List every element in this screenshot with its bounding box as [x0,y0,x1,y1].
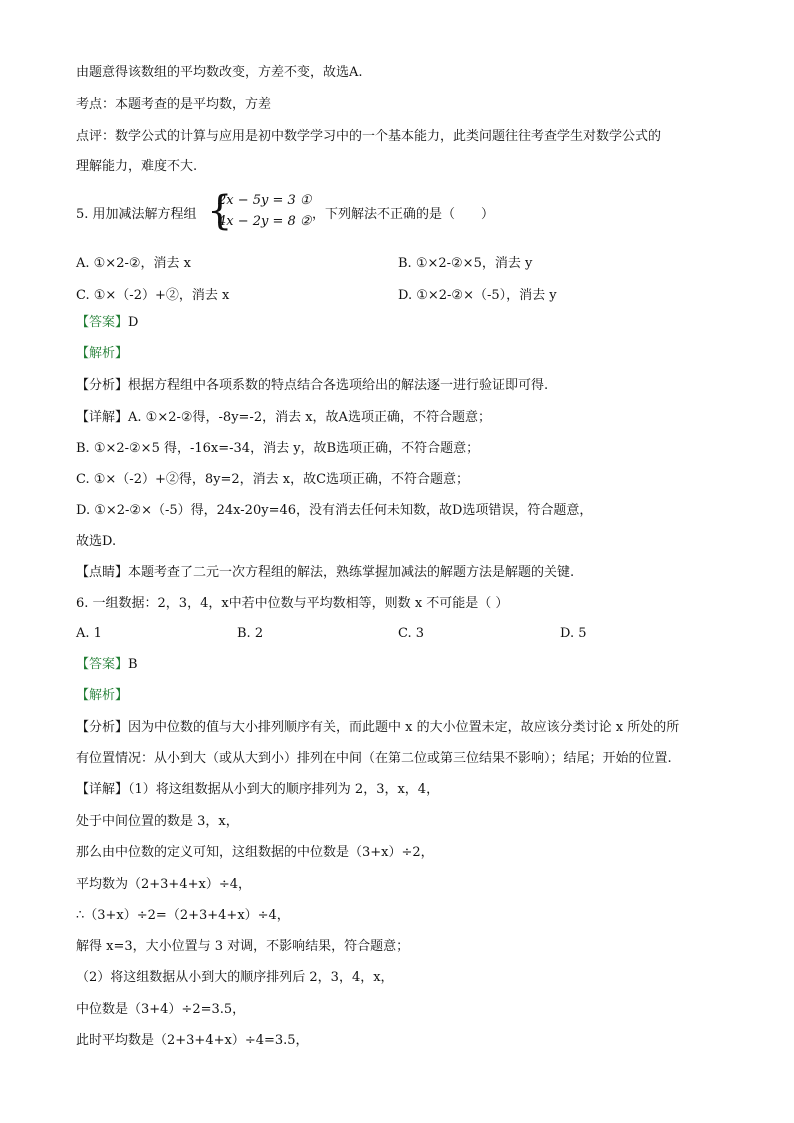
q6-option-a: A. 1 [76,626,102,641]
xiangjie-label: 【详解】 [76,410,129,425]
answer-label: 【答案】 [76,315,129,330]
text-line: C. ①×（-2）+②得，8y=2，消去 x，故C选项正确，不符合题意； [76,472,470,487]
q6-analysis [76,687,128,705]
dianjing-text: 本题考查了二元一次方程组的解法，熟练掌握加减法的解题方法是解题的关键. [128,565,575,580]
q5-xiangjie [76,409,491,427]
answer-label: 【答案】 [76,657,129,672]
q5-dianjing [76,564,574,582]
q6-option-d: D. 5 [560,626,587,641]
text-line: 故选D. [76,534,117,549]
text-line: B. ①×2-②×5 得，-16x=-34，消去 y，故B选项正确，不符合题意； [76,441,480,456]
fenxi-label: 【分析】 [76,378,129,393]
answer-value: B [128,657,138,672]
fenxi-label: 【分析】 [76,720,129,735]
equation-1: 2x − 5y = 3 ① [218,193,312,208]
fenxi-text: 根据方程组中各项系数的特点结合各选项给出的解法逐一进行验证即可得. [128,378,549,393]
answer-value: D [128,315,139,330]
text-line: 考点：本题考查的是平均数，方差 [76,97,272,112]
fenxi-text: 因为中位数的值与大小排列顺序有关，而此题中 x 的大小位置未定，故应该分类讨论 x 所处的所 [128,720,680,735]
q5-option-d: D. ①×2-②×（-5），消去 y [398,288,557,303]
q5-fenxi [76,377,548,395]
q6-option-c: C. 3 [398,626,425,641]
text-line: 有位置情况：从小到大（或从大到小）排列在中间（在第二位或第三位结果不影响）；结尾；开始的位置. [76,751,672,766]
text-line: 中位数是（3+4）÷2=3.5， [76,1002,246,1017]
q5-analysis [76,345,128,363]
q6-stem: 6. 一组数据：2，3，4，x中若中位数与平均数相等，则数 x 不可能是（ ） [76,596,509,611]
text-line: 此时平均数是（2+3+4+x）÷4=3.5， [76,1033,309,1048]
text-line: 解得 x=3，大小位置与 3 对调，不影响结果，符合题意； [76,939,410,954]
q6-answer [76,656,138,674]
brace-symbol: { [207,188,233,234]
text-line: （2）将这组数据从小到大的顺序排列后 2，3，4，x， [76,970,394,985]
xiangjie-label: 【详解】 [76,782,129,797]
xiangjie-text: （1）将这组数据从小到大的顺序排列为 2，3，x，4， [128,782,440,797]
equation-2: 4x − 2y = 8 ② [218,214,312,229]
analysis-label: 【解析】 [76,688,129,703]
q5-option-a: A. ①×2-②，消去 x [76,256,191,271]
q6-option-b: B. 2 [237,626,264,641]
dianjing-label: 【点睛】 [76,565,129,580]
q5-answer [76,314,138,332]
text-line: 点评：数学公式的计算与应用是初中数学学习中的一个基本能力，此类问题往往考查学生对数学公式的 [76,129,662,144]
q5-option-c: C. ①×（-2）+②，消去 x [76,288,230,303]
q6-xiangjie [76,781,439,799]
analysis-label: 【解析】 [76,346,129,361]
xiangjie-text: A. ①×2-②得，-8y=-2，消去 x，故A选项正确，不符合题意； [128,410,491,425]
text-line: ∴（3+x）÷2=（2+3+4+x）÷4， [76,908,290,923]
text-line: D. ①×2-②×（-5）得，24x-20y=46，没有消去任何未知数，故D选项错误，符合题意， [76,503,593,518]
text-line: 那么由中位数的定义可知，这组数据的中位数是（3+x）÷2， [76,845,434,860]
text-line: 由题意得该数组的平均数改变，方差不变，故选A. [76,65,363,80]
text-line: 平均数为（2+3+4+x）÷4， [76,877,251,892]
q6-fenxi [76,719,679,737]
q5-prefix: 5. 用加减法解方程组 [76,207,197,222]
q5-option-b: B. ①×2-②×5，消去 y [398,256,533,271]
text-line: 理解能力，难度不大. [76,159,198,174]
text-line: 处于中间位置的数是 3，x， [76,814,239,829]
q5-suffix: ，下列解法不正确的是（ ） [312,207,495,222]
